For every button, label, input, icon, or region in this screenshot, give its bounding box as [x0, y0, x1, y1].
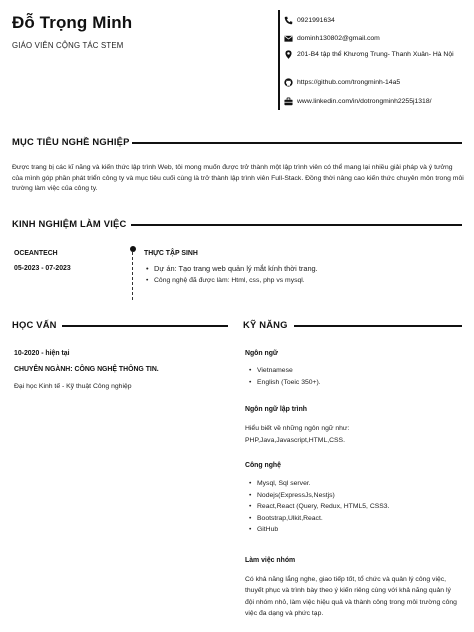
education-period: 10-2020 - hiện tại: [14, 350, 70, 357]
education-title: HỌC VẤN: [12, 319, 57, 330]
objective-text: Được trang bị các kĩ năng và kiến thức lập trình Web, tôi mong muốn được trở thành một lập trình viên có thể mang lại nhiều giải pháp và ý tưởng của mình góp phần phát triển công ty và mục tiêu cuối cùng là trở thành lập trình viên Full-Stack. Đồng thời nâng cao kiến thức chuyên môn trong môi trường làm việc của công ty.: [12, 164, 464, 192]
experience-item: • Dự án: Tạo trang web quản lý mắt kính thời trang.: [146, 263, 446, 275]
candidate-name: Đỗ Trọng Minh: [12, 13, 133, 32]
tech-item: • React,React (Query, Redux, HTML5, CSS3.: [249, 501, 464, 513]
skills-languages-list: [249, 365, 459, 388]
tech-item: • GitHub: [249, 524, 464, 536]
contact-email-text: dominh130802@gmail.com: [297, 35, 380, 42]
experience-position: THỰC TẬP SINH: [144, 250, 198, 257]
skills-programming-text: Hiểu biết về những ngôn ngữ như: PHP,Java,Javascript,HTML,CSS.: [245, 425, 350, 444]
phone-icon: [284, 16, 293, 25]
skills-tech-label: Công nghệ: [245, 462, 281, 469]
github-icon: [284, 78, 293, 87]
skills-teamwork-text: Có khả năng lắng nghe, giao tiếp tốt, tổ chức và quản lý công việc, thuyết phục và trình bày theo ý kiến riêng cùng với khả năng quản lý đội nhóm nhỏ, làm việc hiệu quả và thành công trong môi trường công việc đa dạng và phức tạp.: [245, 576, 457, 617]
education-school: Đại học Kinh tế - Kỹ thuật Công nghiệp: [14, 383, 132, 390]
email-icon: [284, 34, 293, 43]
candidate-role: GIÁO VIÊN CỘNG TÁC STEM: [12, 41, 124, 50]
experience-company: OCEANTECH: [14, 250, 58, 257]
contact-linkedin-text: www.linkedin.com/in/dotrongminh2255j1318/: [297, 98, 432, 105]
skills-title: KỸ NĂNG: [243, 319, 288, 330]
contact-address-text: 201-B4 tập thể Khương Trung- Thanh Xuân- Hà Nội: [297, 51, 454, 58]
tech-item: • Mysql, Sql server.: [249, 478, 464, 490]
contact-phone-text: 0921991634: [297, 17, 335, 24]
timeline-line: [132, 252, 133, 300]
header-divider: [278, 10, 280, 110]
objective-title: MỤC TIÊU NGHỀ NGHIỆP: [12, 136, 130, 147]
experience-title-line: [131, 224, 462, 226]
education-major: CHUYÊN NGÀNH: CÔNG NGHỆ THÔNG TIN.: [14, 366, 159, 373]
objective-title-line: [132, 142, 462, 144]
skills-programming-label: Ngôn ngữ lập trình: [245, 406, 308, 413]
language-item: • English (Toeic 350+).: [249, 377, 459, 389]
location-icon: [284, 50, 293, 59]
experience-title: KINH NGHIỆM LÀM VIỆC: [12, 218, 127, 229]
education-title-line: [62, 325, 228, 327]
linkedin-icon: [284, 97, 293, 106]
skills-languages-label: Ngôn ngữ: [245, 350, 278, 357]
experience-items: [146, 263, 446, 286]
experience-item: • Công nghệ đã được làm: Html, css, php vs mysql.: [146, 275, 446, 287]
tech-item: • Bootstrap,Ulkit,React.: [249, 513, 464, 525]
language-item: • Vietnamese: [249, 365, 459, 377]
tech-item: • Nodejs(ExpressJs,Nestjs): [249, 490, 464, 502]
contact-github-text: https://github.com/trongminh-14a5: [297, 79, 401, 86]
skills-tech-list: [249, 478, 464, 536]
skills-teamwork-label: Làm việc nhóm: [245, 557, 296, 564]
experience-period: 05-2023 - 07-2023: [14, 265, 71, 272]
skills-title-line: [294, 325, 462, 327]
